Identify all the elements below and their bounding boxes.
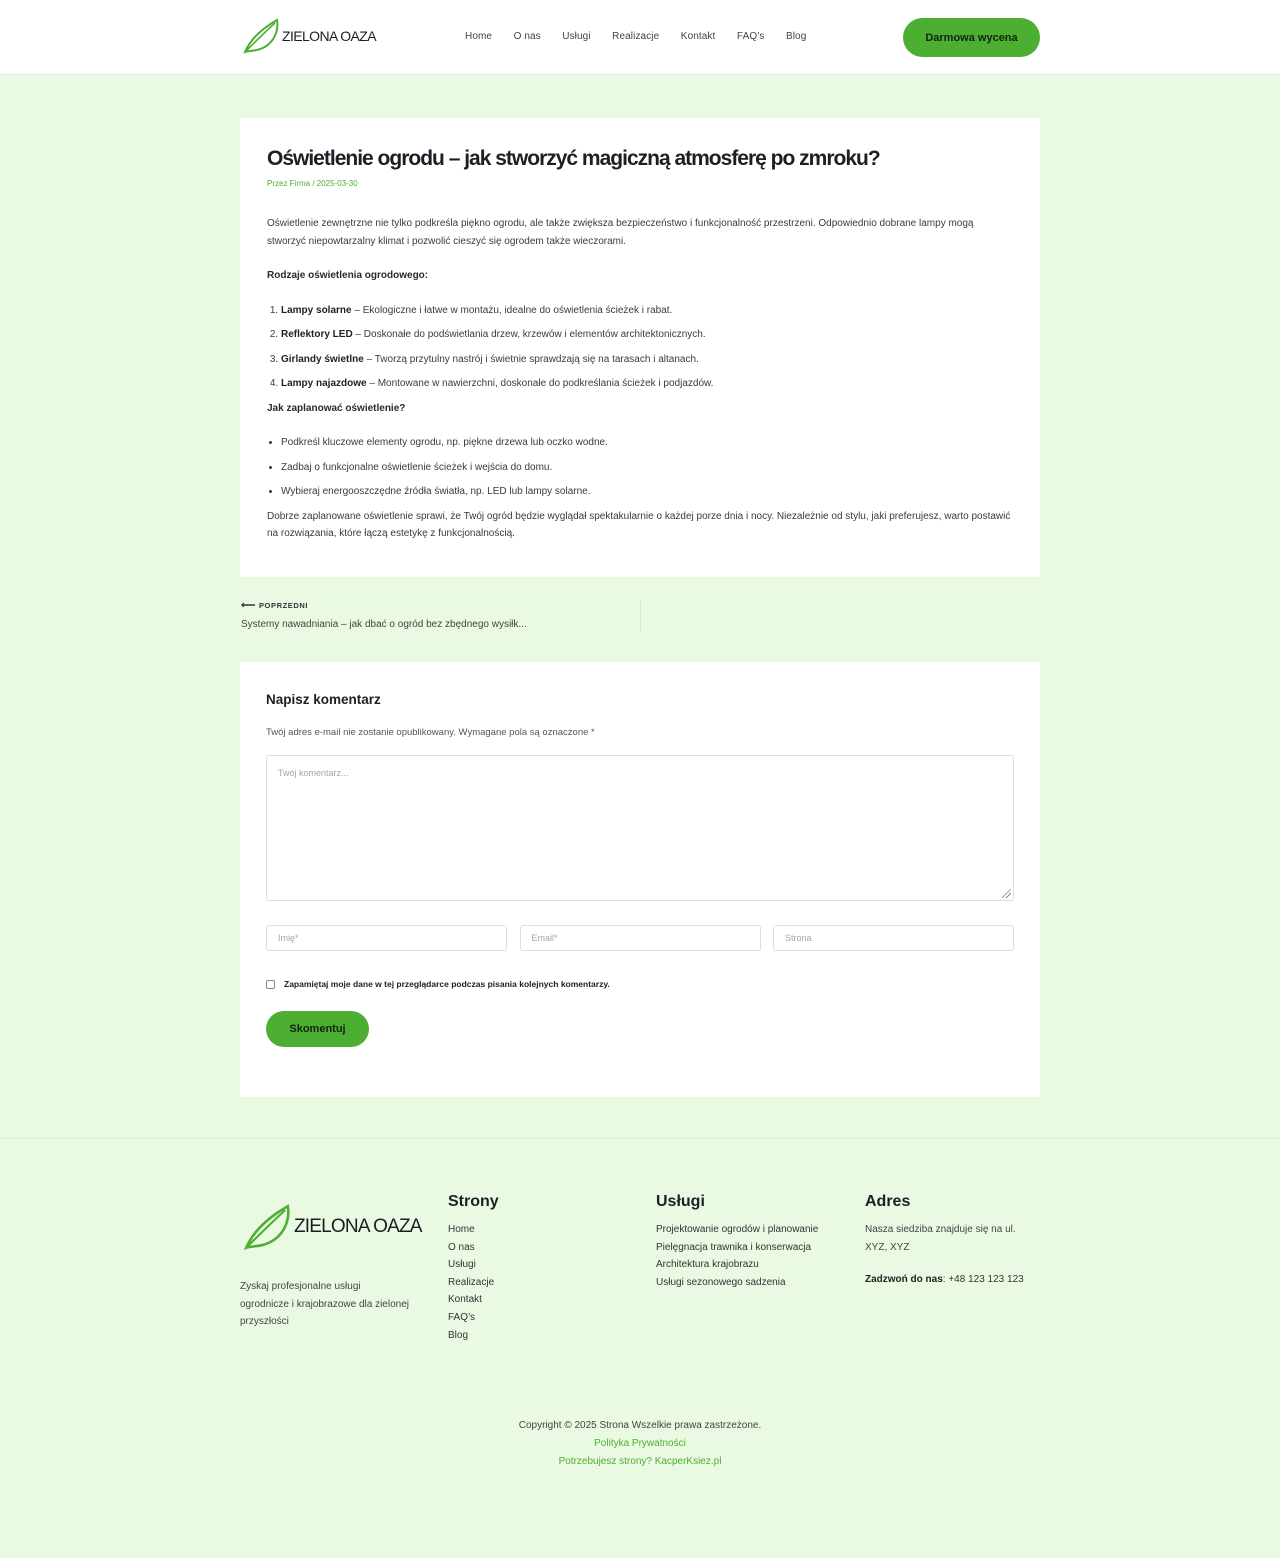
lighting-types-list bbox=[267, 302, 1014, 393]
remember-checkbox[interactable] bbox=[266, 980, 275, 989]
footer-services bbox=[656, 1193, 836, 1291]
logo-text: ZIELONA OAZA bbox=[282, 28, 376, 44]
phone-line bbox=[865, 1274, 1040, 1285]
site-header bbox=[0, 0, 1280, 75]
name-field[interactable]: Imię* bbox=[266, 925, 507, 951]
article-summary: Dobrze zaplanowane oświetlenie sprawi, że Twój ogród będzie wyglądał spektakularnie o każdej porze dnia i nocy. Niezależnie od stylu, jaki preferujesz, warto postawić na rozwiązania, które łączą estetykę z funkcjonalnością. bbox=[267, 510, 1011, 540]
nav-faq[interactable]: FAQ’s bbox=[736, 31, 765, 42]
list-item bbox=[281, 302, 1014, 320]
website-field[interactable]: Strona bbox=[773, 925, 1014, 951]
privacy-policy-link bbox=[0, 1435, 1280, 1453]
footer-description: Zyskaj profesjonalne usługi ogrodnicze i krajobrazowe dla zielonej przyszłości bbox=[240, 1281, 409, 1327]
credit-link-text[interactable]: Potrzebujesz strony? KacperKsiez.pl bbox=[558, 1456, 722, 1467]
leaf-logo-icon bbox=[241, 1203, 293, 1251]
type-desc: – Doskonałe do podświetlania drzew, krzewów i elementów architektonicznych. bbox=[352, 329, 706, 341]
phone-label: Zadzwoń do nas bbox=[865, 1274, 943, 1286]
footer-link-uslugi[interactable]: Usługi bbox=[448, 1259, 476, 1271]
email-field[interactable]: Email* bbox=[520, 925, 761, 951]
footer-link-home[interactable]: Home bbox=[448, 1224, 475, 1235]
previous-label bbox=[241, 600, 640, 611]
comment-form-title: Napisz komentarz bbox=[266, 692, 381, 707]
footer-service-item[interactable]: Usługi sezonowego sadzenia bbox=[656, 1276, 786, 1288]
comment-textarea[interactable] bbox=[266, 755, 1014, 901]
nav-kontakt[interactable]: Kontakt bbox=[680, 31, 716, 42]
footer-pages-title: Strony bbox=[448, 1193, 499, 1210]
footer-link-realizacje[interactable]: Realizacje bbox=[448, 1276, 495, 1288]
nav-uslugi[interactable]: Usługi bbox=[562, 31, 591, 42]
footer-service-item[interactable]: Pielęgnacja trawnika i konserwacja bbox=[656, 1241, 812, 1253]
article-intro: Oświetlenie zewnętrzne nie tylko podkreśla piękno ogrodu, ale także zwiększa bezpieczeństwo i funkcjonalność przestrzeni. Odpowiednio dobrane lampy mogą stworzyć niepowtarzalny klimat i pozwolić cieszyć się ogrodem także wieczorami. bbox=[267, 218, 974, 247]
address-text: Nasza siedziba znajduje się na ul. XYZ, XYZ bbox=[865, 1224, 1016, 1253]
site-logo[interactable] bbox=[241, 18, 376, 54]
footer-service-item[interactable]: Architektura krajobrazu bbox=[656, 1259, 759, 1271]
credit-link bbox=[0, 1453, 1280, 1471]
footer-pages bbox=[448, 1193, 499, 1344]
copyright-text: Copyright © 2025 Strona Wszelkie prawa zastrzeżone. bbox=[518, 1420, 762, 1431]
type-desc: – Ekologiczne i łatwe w montażu, idealne do oświetlenia ścieżek i rabat. bbox=[351, 304, 673, 316]
footer-divider bbox=[0, 1138, 1280, 1139]
type-desc: – Tworzą przytulny nastrój i świetnie sprawdzają się na tarasach i altanach. bbox=[363, 353, 699, 365]
list-item bbox=[281, 375, 1014, 393]
footer-address bbox=[865, 1193, 1040, 1285]
resize-handle-icon[interactable] bbox=[1002, 889, 1011, 898]
nav-o-nas[interactable]: O nas bbox=[513, 31, 541, 42]
main-nav bbox=[465, 31, 828, 42]
type-name: Lampy najazdowe bbox=[281, 378, 367, 390]
article-card bbox=[240, 118, 1040, 577]
article-title: Oświetlenie ogrodu – jak stworzyć magiczną atmosferę po zmroku? bbox=[267, 147, 880, 170]
footer-link-o-nas[interactable]: O nas bbox=[448, 1241, 475, 1253]
remember-label[interactable]: Zapamiętaj moje dane w tej przeglądarce podczas pisania kolejnych komentarzy. bbox=[284, 979, 610, 989]
previous-post-title: Systemy nawadniania – jak dbać o ogród bez zbędnego wysiłk... bbox=[241, 619, 527, 630]
comment-fields bbox=[266, 925, 1014, 951]
footer-link-kontakt[interactable]: Kontakt bbox=[448, 1294, 482, 1306]
free-quote-button[interactable]: Darmowa wycena bbox=[903, 18, 1040, 57]
arrow-left-icon: ⟵ bbox=[241, 600, 256, 611]
footer-address-title: Adres bbox=[865, 1193, 911, 1210]
nav-realizacje[interactable]: Realizacje bbox=[612, 31, 660, 42]
remember-me bbox=[266, 979, 1014, 989]
type-name: Lampy solarne bbox=[281, 304, 352, 316]
type-desc: – Montowane w nawierzchni, doskonałe do podkreślania ścieżek i podjazdów. bbox=[366, 378, 714, 390]
article-content bbox=[267, 215, 1014, 543]
comment-placeholder: Twój komentarz... bbox=[278, 768, 349, 778]
list-item: • Wybieraj energooszczędne źródła światła, np. LED lub lampy solarne. bbox=[281, 483, 1014, 501]
footer-services-title: Usługi bbox=[656, 1193, 705, 1210]
planning-heading: Jak zaplanować oświetlenie? bbox=[267, 402, 406, 414]
comment-form-note: Twój adres e-mail nie zostanie opublikowany. Wymagane pola są oznaczone * bbox=[266, 727, 595, 738]
list-item: • Zadbaj o funkcjonalne oświetlenie ścieżek i wejścia do domu. bbox=[281, 459, 1014, 477]
type-name: Girlandy świetlne bbox=[281, 353, 364, 365]
nav-home[interactable]: Home bbox=[465, 31, 493, 42]
phone-number[interactable]: : +48 123 123 123 bbox=[942, 1274, 1024, 1286]
nav-blog[interactable]: Blog bbox=[785, 31, 807, 42]
previous-label-text: POPRZEDNI bbox=[258, 601, 309, 610]
footer-service-item[interactable]: Projektowanie ogrodów i planowanie bbox=[656, 1224, 819, 1235]
planning-tips-list bbox=[267, 434, 1014, 501]
footer-logo-text: ZIELONA OAZA bbox=[294, 1216, 422, 1237]
list-item bbox=[281, 351, 1014, 369]
list-item: • Podkreśl kluczowe elementy ogrodu, np. piękne drzewa lub oczko wodne. bbox=[281, 434, 1014, 452]
submit-comment-button[interactable]: Skomentuj bbox=[266, 1011, 369, 1047]
type-name: Reflektory LED bbox=[281, 329, 353, 341]
footer-logo[interactable] bbox=[241, 1203, 422, 1251]
comment-form bbox=[240, 662, 1040, 1097]
article-meta[interactable]: Przez Firma / 2025-03-30 bbox=[267, 179, 358, 189]
footer-link-faq[interactable]: FAQ’s bbox=[448, 1311, 476, 1323]
previous-post-link[interactable] bbox=[241, 600, 641, 632]
footer-link-blog[interactable]: Blog bbox=[448, 1329, 469, 1341]
privacy-link-text[interactable]: Polityka Prywatności bbox=[594, 1438, 686, 1449]
list-item bbox=[281, 326, 1014, 344]
lighting-types-heading: Rodzaje oświetlenia ogrodowego: bbox=[267, 270, 429, 282]
leaf-logo-icon bbox=[241, 18, 281, 54]
